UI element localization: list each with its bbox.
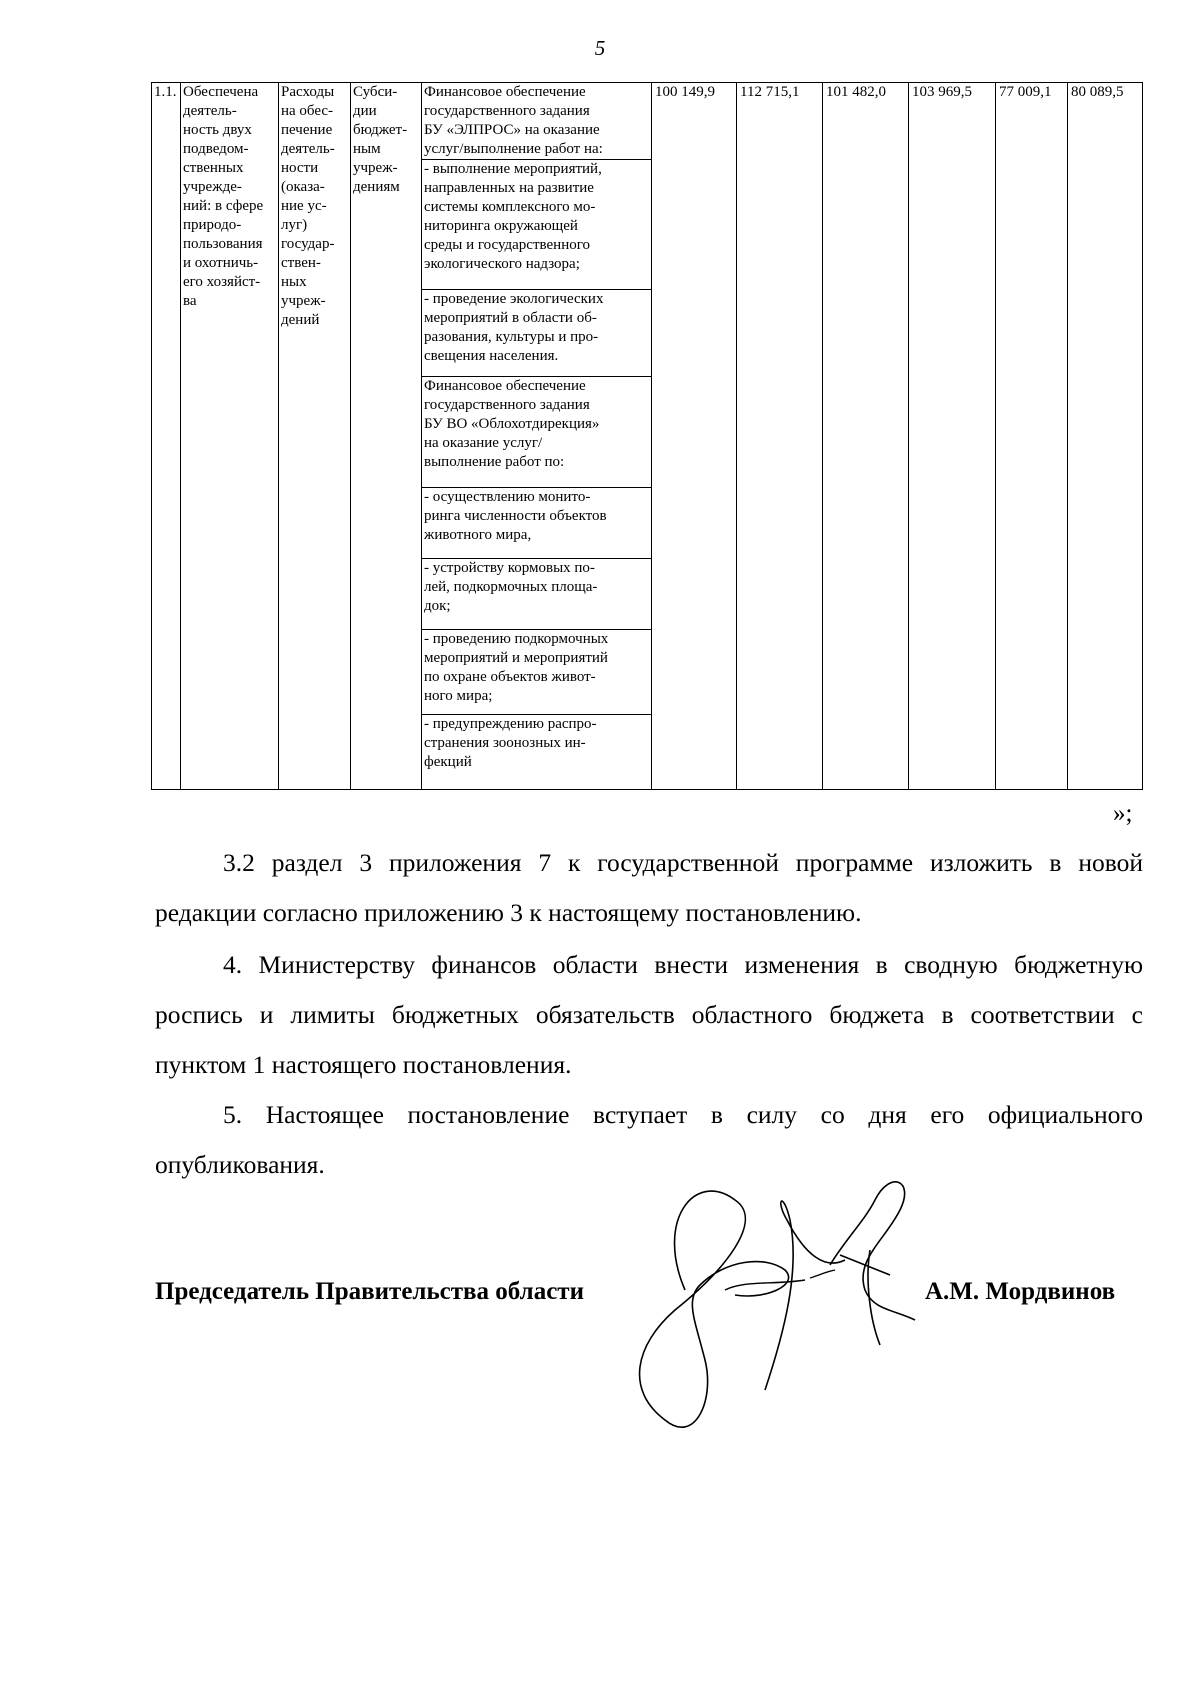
- signatory-name: А.М. Мордвинов: [925, 1278, 1116, 1305]
- page-number: 5: [594, 36, 606, 60]
- value-cell: 77 009,1: [996, 83, 1068, 790]
- type-cell: Субси- дии бюджет- ным учреж- дениям: [351, 83, 422, 790]
- closing-quote: »;: [1113, 800, 1133, 827]
- activity-cell: - проведение экологических мероприятий в области об- разования, культуры и про- свещения населения.: [422, 290, 652, 377]
- paragraph-5: 5. Настоящее постановление вступает в силу со дня его официального опубликования.: [155, 1100, 1143, 1179]
- value-cell: 103 969,5: [909, 83, 996, 790]
- activity-cell: - устройству кормовых по- лей, подкормочных площа- док;: [422, 559, 652, 630]
- handwritten-signature: [615, 1160, 945, 1450]
- value-cell: 112 715,1: [737, 83, 823, 790]
- activity-cell: Финансовое обеспечение государственного задания БУ ВО «Облохотдирекция» на оказание услуг/ выполнение работ по:: [422, 377, 652, 488]
- value-cell: 100 149,9: [652, 83, 737, 790]
- activity-cell: - выполнение мероприятий, направленных на развитие системы комплексного мо- ниторинга окружающей среды и государственного экологического надзора;: [422, 160, 652, 290]
- expense-cell: Расходы на обес- печение деятель- ности (оказа- ние ус- луг) государ- ствен- ных учреж- дений: [279, 83, 351, 790]
- signatory-title: Председатель Правительства области: [155, 1278, 584, 1305]
- value-cell: 101 482,0: [823, 83, 909, 790]
- activity-cell: - проведению подкормочных мероприятий и мероприятий по охране объектов живот- ного мира;: [422, 630, 652, 715]
- paragraph-4: 4. Министерству финансов области внести изменения в сводную бюджетную роспись и лимиты бюджетных обязательств областного бюджета в соответствии с пунктом 1 настоящего постановления.: [155, 950, 1143, 1079]
- paragraph-3-2: 3.2 раздел 3 приложения 7 к государственной программе изложить в новой редакции согласно приложению 3 к настоящему постановлению.: [155, 848, 1143, 927]
- activity-cell: Финансовое обеспечение государственного задания БУ «ЭЛПРОС» на оказание услуг/выполнение работ на:: [422, 83, 652, 160]
- activity-cell: - предупреждению распро- странения зоонозных ин- фекций: [422, 715, 652, 790]
- value-cell: 80 089,5: [1068, 83, 1143, 790]
- activity-cell: - осуществлению монито- ринга численности объектов животного мира,: [422, 488, 652, 559]
- goal-cell: Обеспечена деятель- ность двух подведом- ственных учрежде- ний: в сфере природо- пользования и охотничь- его хозяйст- ва: [181, 83, 279, 790]
- program-table: [151, 82, 1143, 790]
- row-number: 1.1.: [152, 83, 181, 790]
